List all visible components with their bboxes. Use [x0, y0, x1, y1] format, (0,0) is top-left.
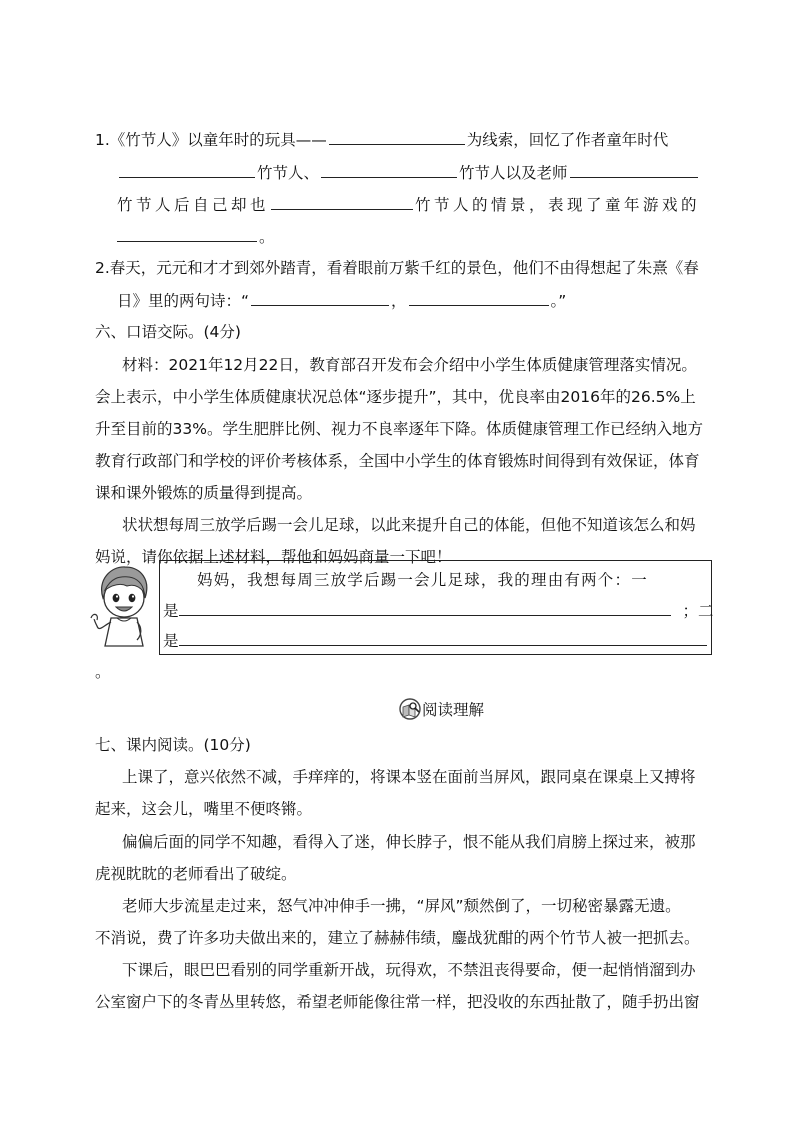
reason-1-blank[interactable]: [179, 600, 671, 616]
prompt-line-2: 妈说，请你依据上述材料，帮他和妈妈商量一下吧！: [95, 548, 452, 566]
q1-line-1: 1.《竹节人》以童年时的玩具—— 为线索，回忆了作者童年时代: [95, 131, 669, 149]
q1-line-2: 竹节人、 竹节人以及老师: [117, 162, 700, 183]
q1-blank-5[interactable]: [271, 194, 413, 210]
material-line-5: 课和课外锻炼的质量得到提高。: [95, 484, 313, 502]
reason-2-blank[interactable]: [179, 630, 707, 646]
reading-paragraph-4-line-1: 下课后，眼巴巴看别的同学重新开战，玩得欢，不禁沮丧得要命，便一起悄悄溜到办: [122, 961, 696, 979]
reading-paragraph-3-line-2: 不消说，费了许多功夫做出来的，建立了赫赫伟绩，鏖战犹酣的两个竹节人被一把抓去。: [95, 929, 700, 947]
magnifier-book-icon: [398, 698, 422, 722]
answer-box-line-2: 是 ；二: [163, 602, 714, 620]
reading-paragraph-3-line-1: 老师大步流星走过来，怒气冲冲伸手一拂，“屏风”颓然倒了，一切秘密暴露无遗。: [122, 897, 681, 915]
reading-paragraph-1-line-1: 上课了，意兴依然不减，手痒痒的，将课本竖在面前当屏风，跟同桌在课桌上又搏将: [122, 768, 696, 786]
reading-paragraph-2-line-2: 虎视眈眈的老师看出了破绽。: [95, 865, 297, 883]
material-line-4: 教育行政部门和学校的评价考核体系，全国中小学生的体育锻炼时间得到有效保证，体育: [95, 452, 700, 470]
material-line-2: 会上表示，中小学生体质健康状况总体“逐步提升”，其中，优良率由2016年的26.5%上: [95, 388, 696, 406]
q1-line-3: 竹节人后自己却也 竹节人的情景，表现了童年游戏的: [117, 196, 701, 214]
q2-line-1: 2.春天，元元和才才到郊外踏青，看着眼前万紫千红的景色，他们不由得想起了朱熹《春: [95, 259, 699, 277]
q2-blank-1[interactable]: [251, 290, 389, 306]
reading-header-label: 阅读理解: [422, 701, 485, 719]
q1-blank-6[interactable]: [117, 226, 257, 242]
q1-line-4: 。: [117, 226, 275, 247]
section-6-title: 六、口语交际。(4分): [95, 323, 241, 341]
reading-paragraph-1-line-2: 起来，这会儿，嘴里不便咚锵。: [95, 800, 313, 818]
answer-box-end-mark: 。: [95, 663, 111, 681]
reading-paragraph-4-line-2: 公室窗户下的冬青丛里转悠，希望老师能像往常一样，把没收的东西扯散了，随手扔出窗: [95, 993, 700, 1011]
q1-blank-4[interactable]: [570, 162, 698, 178]
q1-blank-1[interactable]: [329, 129, 465, 145]
q1-blank-3[interactable]: [321, 162, 457, 178]
material-line-1: 材料：2021年12月22日，教育部召开发布会介绍中小学生体质健康管理落实情况。: [122, 356, 697, 374]
boy-illustration-icon: [89, 560, 157, 650]
q2-blank-2[interactable]: [409, 290, 549, 306]
answer-box-line-3: 是: [163, 630, 707, 651]
section-7-title: 七、课内阅读。(10分): [95, 736, 251, 754]
material-line-3: 升至目前的33%。学生肥胖比例、视力不良率逐年下降。体质健康管理工作已经纳入地方: [95, 420, 703, 438]
q2-line-2: 日》里的两句诗：“ ， 。”: [117, 292, 567, 310]
reading-section-header: [398, 698, 484, 722]
q1-blank-2[interactable]: [119, 162, 255, 178]
reading-paragraph-2-line-1: 偏偏后面的同学不知趣，看得入了迷，伸长脖子，恨不能从我们肩膀上探过来，被那: [122, 833, 696, 851]
answer-box-line-1: 妈妈，我想每周三放学后踢一会儿足球，我的理由有两个：一: [197, 571, 648, 589]
prompt-line-1: 状状想每周三放学后踢一会儿足球，以此来提升自己的体能，但他不知道该怎么和妈: [122, 516, 696, 534]
